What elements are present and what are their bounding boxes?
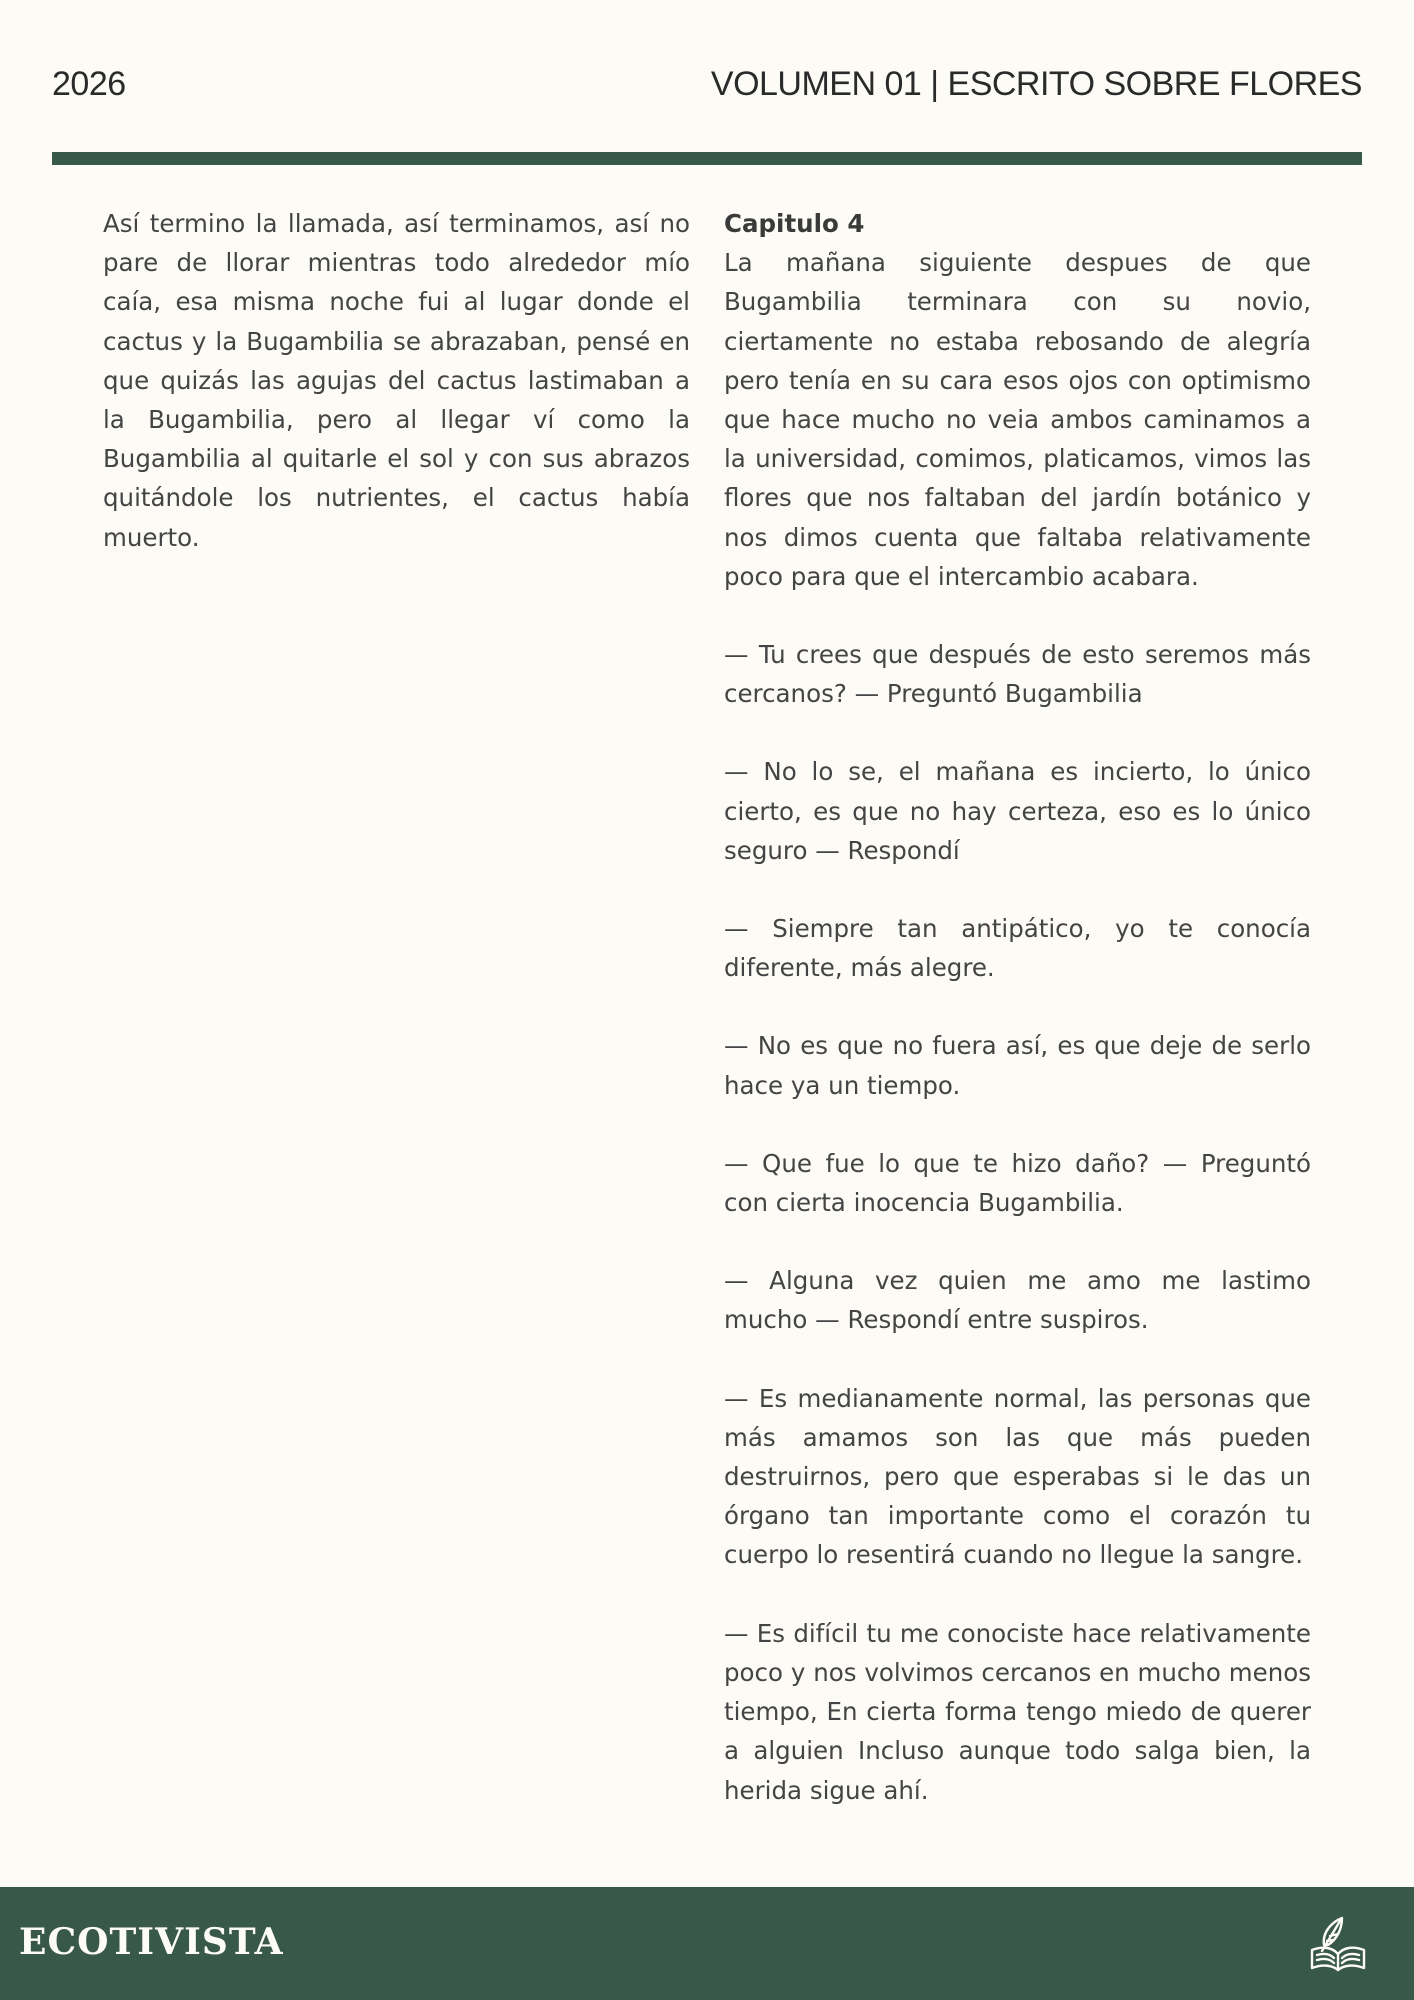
page-header: [52, 62, 1362, 106]
dialogue-line: — Siempre tan antipático, yo te conocía diferente, más alegre.: [724, 914, 1311, 983]
left-column: [103, 204, 690, 557]
paragraph: Así termino la llamada, así terminamos, así no pare de llorar mientras todo alrededor mío caía, esa misma noche fui al lugar donde el cactus y la Bugambilia se abrazaban, pensé en que quizás las agujas del cactus lastimaban a la Bugambilia, pero al llegar ví como la Bugambilia al quitarle el sol y con sus abrazos quitándole los nutrientes, el cactus había muerto.: [103, 209, 690, 552]
dialogue-line: — Tu crees que después de esto seremos más cercanos? — Preguntó Bugambilia: [724, 640, 1311, 709]
page-footer: [0, 1887, 1414, 2000]
dialogue-line: — Es difícil tu me conociste hace relativamente poco y nos volvimos cercanos en mucho menos tiempo, En cierta forma tengo miedo de querer a alguien Incluso aunque todo salga bien, la herida sigue ahí.: [724, 1618, 1311, 1805]
header-divider: [52, 152, 1362, 165]
paragraph: La mañana siguiente despues de que Bugambilia terminara con su novio, ciertamente no estaba rebosando de alegría pero tenía en su cara esos ojos con optimismo que hace mucho no veia ambos caminamos a la universidad, comimos, platicamos, vimos las flores que nos faltaban del jardín botánico y nos dimos cuenta que faltaba relativamente poco para que el intercambio acabara.: [724, 248, 1311, 591]
dialogue-line: — No lo se, el mañana es incierto, lo único cierto, es que no hay certeza, eso es lo único seguro — Respondí: [724, 757, 1311, 865]
brand-name: ECOTIVISTA: [19, 1921, 284, 1963]
right-column: [724, 204, 1311, 1810]
dialogue-line: — Es medianamente normal, las personas que más amamos son las que más pueden destruirnos, pero que esperabas si le das un órgano tan importante como el corazón tu cuerpo lo resentirá cuando no llegue la sangre.: [724, 1383, 1311, 1570]
chapter-title: Capitulo 4: [724, 209, 865, 238]
dialogue-line: — No es que no fuera así, es que deje de serlo hace ya un tiempo.: [724, 1031, 1311, 1100]
header-volume-title: VOLUMEN 01 | ESCRITO SOBRE FLORES: [710, 64, 1362, 103]
dialogue-line: — Que fue lo que te hizo daño? — Preguntó con cierta inocencia Bugambilia.: [724, 1148, 1311, 1218]
book-quill-icon: [1308, 1914, 1368, 1974]
header-year: 2026: [52, 64, 126, 103]
dialogue-line: — Alguna vez quien me amo me lastimo mucho — Respondí entre suspiros.: [724, 1266, 1311, 1335]
